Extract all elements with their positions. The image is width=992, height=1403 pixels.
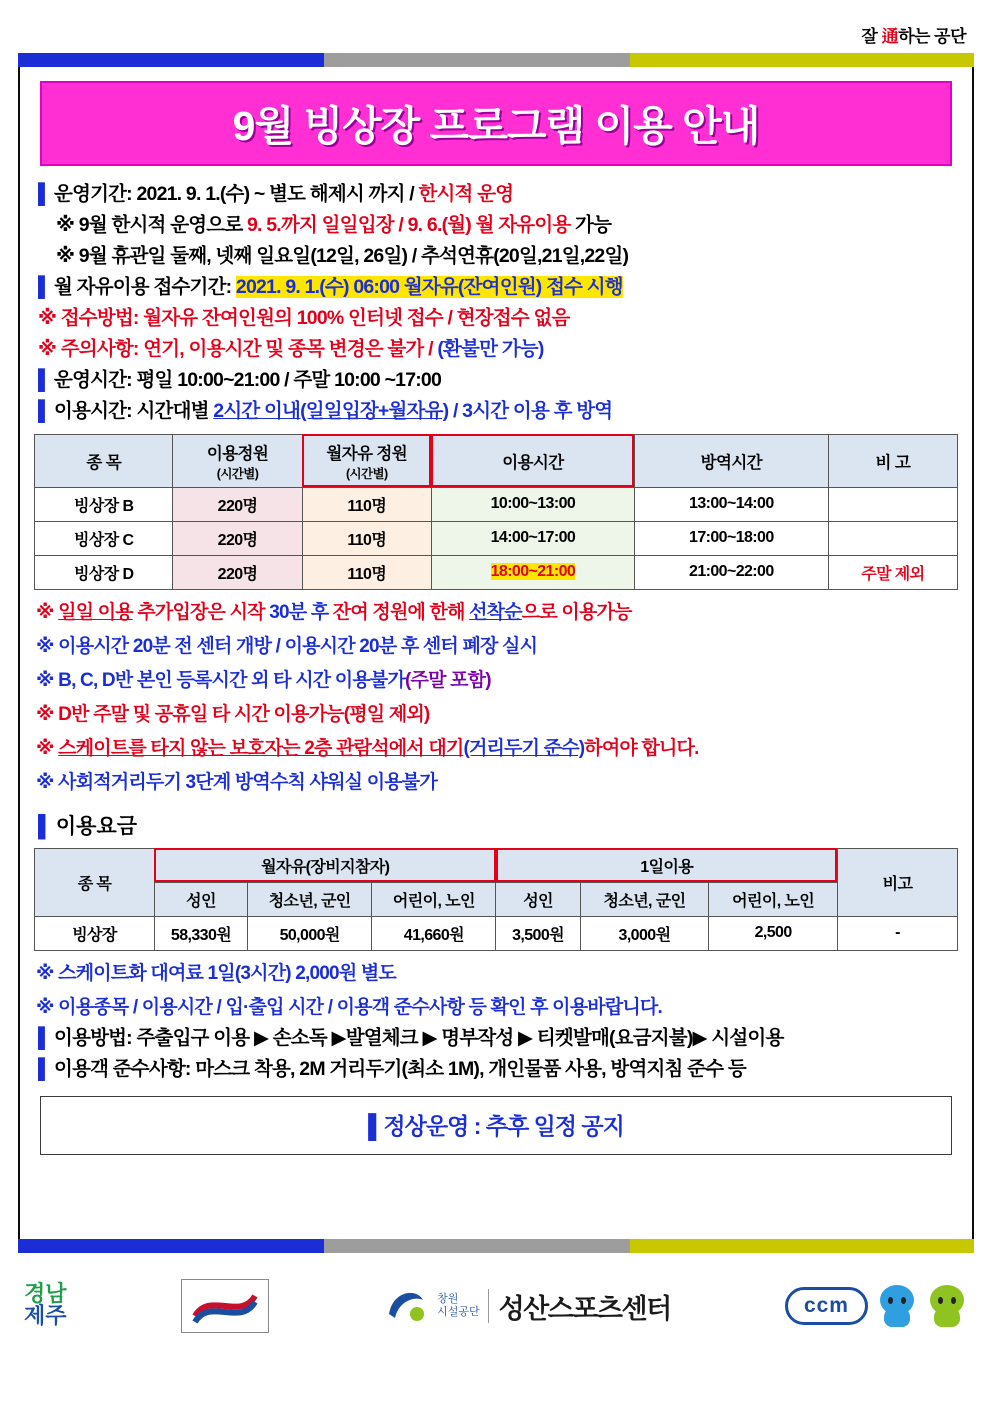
cell-capacity: 220명 xyxy=(173,521,302,555)
bar-gray xyxy=(324,1239,630,1253)
cell-adult-day: 3,500원 xyxy=(496,916,580,950)
bullet-icon: ▌ xyxy=(38,1057,52,1080)
operating-period-line xyxy=(38,182,958,207)
th-youth-day: 청소년, 군인 xyxy=(580,882,709,916)
logo-seongsan-sports-center xyxy=(383,1284,671,1328)
bar-blue xyxy=(18,1239,324,1253)
usage-method-label: 이용방법: xyxy=(54,1026,137,1049)
operating-hours-line xyxy=(38,368,958,393)
cell-category: 빙상장 B xyxy=(35,487,173,521)
caution-line xyxy=(38,337,958,362)
reservation-period-highlight: 2021. 9. 1.(수) 06:00 월자유(잔여인원) 접수 시행 xyxy=(235,275,623,298)
cell-disinfect-time: 17:00~18:00 xyxy=(634,521,828,555)
logo-changwon-line2: 시설공단 xyxy=(437,1306,480,1318)
usage-time-line xyxy=(38,399,958,424)
note-5: ※ 스케이트를 타지 않는 보호자는 2층 관람석에서 대기(거리두기 준수)하여야 합니다. xyxy=(36,737,699,759)
note-4: ※ D반 주말 및 공휴일 타 시간 이용가능(평일 제외) xyxy=(36,703,430,725)
visitor-rules-label: 이용객 준수사항: xyxy=(54,1057,196,1080)
note-3: ※ B, C, D반 본인 등록시간 외 타 시간 이용불가(주말 포함) xyxy=(36,669,491,691)
cell-fee-remark: - xyxy=(837,916,957,950)
fee-heading xyxy=(38,810,958,840)
page-title: 9월 빙상장 프로그램 이용 안내 xyxy=(232,103,760,149)
logo-gyeongnam-line1: 경남 xyxy=(24,1282,67,1307)
mascot-blue xyxy=(876,1283,918,1329)
logo-gyeongnam-line2: 제주 xyxy=(24,1304,67,1329)
cell-free-capacity: 110명 xyxy=(302,487,431,521)
bar-yellow xyxy=(630,53,974,67)
caution-text: ※ 주의사항: 연기, 이용시간 및 종목 변경은 불가 / xyxy=(38,337,438,360)
operating-hours-value: 평일 10:00~21:00 / 주말 10:00 ~17:00 xyxy=(136,368,442,391)
table-row xyxy=(35,521,958,555)
slogan-accent: 通 xyxy=(881,27,899,46)
fee-note-2: ※ 이용종목 / 이용시간 / 입·출입 시간 / 이용객 준수사항 등 확인 후 이용바랍니다. xyxy=(36,996,662,1018)
fee-table xyxy=(34,848,958,951)
reservation-period-label: 월 자유이용 접수기간: xyxy=(54,275,236,298)
cell-free-capacity: 110명 xyxy=(302,555,431,589)
note-6: ※ 사회적거리두기 3단계 방역수칙 샤워실 이용불가 xyxy=(36,771,437,793)
usage-time-label: 이용시간: xyxy=(54,399,137,422)
cell-usage-time: 18:00~21:00 xyxy=(431,555,634,589)
usage-time-a: 시간대별 xyxy=(136,399,214,422)
cell-category: 빙상장 D xyxy=(35,555,173,589)
fee-table-group-row xyxy=(35,848,958,882)
operating-period-value: 2021. 9. 1.(수) ~ 별도 해제시 까지 / xyxy=(136,183,419,205)
note-closed-days xyxy=(56,244,958,269)
slogan-pre: 잘 xyxy=(861,27,882,46)
reservation-method-text: ※ 접수방법: 월자유 잔여인원의 100% 인터넷 접수 / 현장접수 없음 xyxy=(38,306,570,329)
logo-divider xyxy=(488,1289,489,1323)
title-band xyxy=(40,81,952,166)
th-usage-time: 이용시간 xyxy=(431,434,634,487)
caution-refund: (환불만 가능) xyxy=(437,337,544,360)
logo-changwon-line1: 창원 xyxy=(437,1293,459,1306)
cell-usage-time: 10:00~13:00 xyxy=(431,487,634,521)
cell-usage-time: 14:00~17:00 xyxy=(431,521,634,555)
cell-adult-free: 58,330원 xyxy=(154,916,247,950)
mascot-blue-body xyxy=(884,1307,910,1327)
schedule-table xyxy=(34,434,958,590)
bullet-icon: ▌ xyxy=(38,368,52,391)
usage-method-line xyxy=(38,1026,958,1051)
note-september-prefix: ※ 9월 한시적 운영으로 xyxy=(56,213,247,236)
th-capacity: 이용정원 (시간별) xyxy=(173,434,302,487)
fee-table-sub-row xyxy=(35,882,958,916)
th-adult-free: 성인 xyxy=(154,882,247,916)
th-child-day: 어린이, 노인 xyxy=(709,882,838,916)
bottom-color-bar xyxy=(18,1239,974,1253)
top-color-bar xyxy=(18,53,974,67)
logo-gyeongnam xyxy=(24,1284,67,1328)
poster-frame xyxy=(18,67,974,1239)
cell-child-day: 2,500 xyxy=(709,916,838,950)
note-1: ※ 일일 이용 추가입장은 시작 30분 후 잔여 정원에 한해 선착순으로 이용가능 xyxy=(36,601,632,623)
schedule-table-header-row xyxy=(35,434,958,487)
th-youth-free: 청소년, 군인 xyxy=(248,882,372,916)
bar-gray xyxy=(324,53,630,67)
ccm-badge: ccm xyxy=(785,1287,868,1325)
note-closed-days-text: ※ 9월 휴관일 둘째, 넷째 일요일(12일, 26일) / 추석연휴(20일,21일,22일) xyxy=(56,244,629,267)
slogan xyxy=(18,0,974,53)
bullet-icon: ▌ xyxy=(38,1026,52,1049)
th-free-capacity: 월자유 정원 (시간별) xyxy=(302,434,431,487)
visitor-rules-value: 마스크 착용, 2M 거리두기(최소 1M), 개인물품 사용, 방역지침 준수 등 xyxy=(195,1057,746,1080)
bullet-icon: ▌ xyxy=(38,183,52,205)
cell-free-capacity: 110명 xyxy=(302,521,431,555)
note-september xyxy=(56,213,958,238)
usage-time-c: / 3시간 이용 후 방역 xyxy=(448,399,613,422)
th-adult-day: 성인 xyxy=(496,882,580,916)
th-one-day: 1일이용 xyxy=(496,848,837,882)
logo-emblem xyxy=(181,1279,269,1333)
cell-remark xyxy=(828,487,957,521)
note-september-tail: 가능 xyxy=(570,213,612,236)
notice-box-text: ▌정상운영 : 추후 일정 공지 xyxy=(368,1112,624,1139)
table-row xyxy=(35,487,958,521)
reservation-period-line xyxy=(38,275,958,300)
cell-fee-category: 빙상장 xyxy=(35,916,155,950)
bullet-icon: ▌ xyxy=(38,814,53,838)
note-september-red: 9. 5.까지 일일입장 / 9. 6.(월) 월 자유이용 xyxy=(246,213,571,236)
th-category: 종 목 xyxy=(35,434,173,487)
operating-period-emphasis: 한시적 운영 xyxy=(418,183,514,205)
usage-time-b: 2시간 이내(일일입장+월자유) xyxy=(213,399,449,422)
bar-blue xyxy=(18,53,324,67)
mascot-green xyxy=(926,1283,968,1329)
th-remark: 비 고 xyxy=(828,434,957,487)
operating-hours-label: 운영시간: xyxy=(54,368,137,391)
footer-logos xyxy=(18,1267,974,1345)
cell-capacity: 220명 xyxy=(173,555,302,589)
bar-yellow xyxy=(630,1239,974,1253)
logo-ssc-text: 성산스포츠센터 xyxy=(498,1293,671,1324)
reservation-method-line xyxy=(38,306,958,331)
logo-ccm-group xyxy=(785,1283,968,1329)
cell-youth-day: 3,000원 xyxy=(580,916,709,950)
bullet-icon: ▌ xyxy=(38,399,52,422)
cell-youth-free: 50,000원 xyxy=(248,916,372,950)
table-row xyxy=(35,555,958,589)
fee-heading-label: 이용요금 xyxy=(55,814,138,838)
cell-disinfect-time: 21:00~22:00 xyxy=(634,555,828,589)
th-fee-remark: 비고 xyxy=(837,848,957,916)
slogan-post: 하는 공단 xyxy=(898,27,966,46)
th-month-free: 월자유(장비지참자) xyxy=(154,848,496,882)
usage-method-value: 주출입구 이용 ▶ 손소독 ▶발열체크 ▶ 명부작성 ▶ 티켓발매(요금지불)▶ 시설이용 xyxy=(136,1026,784,1049)
changwon-facility-icon xyxy=(383,1284,429,1328)
cell-remark: 주말 제외 xyxy=(828,555,957,589)
cell-disinfect-time: 13:00~14:00 xyxy=(634,487,828,521)
th-fee-category: 종 목 xyxy=(35,848,155,916)
taegeuk-icon xyxy=(190,1286,260,1326)
operating-period-label: 운영기간: xyxy=(54,183,137,205)
cell-child-free: 41,660원 xyxy=(372,916,496,950)
notice-box xyxy=(40,1096,952,1155)
cell-remark xyxy=(828,521,957,555)
cell-category: 빙상장 C xyxy=(35,521,173,555)
table-row xyxy=(35,916,958,950)
mascot-green-body xyxy=(934,1307,960,1327)
th-disinfect-time: 방역시간 xyxy=(634,434,828,487)
note-2: ※ 이용시간 20분 전 센터 개방 / 이용시간 20분 후 센터 폐장 실시 xyxy=(36,635,538,657)
cell-capacity: 220명 xyxy=(173,487,302,521)
th-child-free: 어린이, 노인 xyxy=(372,882,496,916)
fee-note-1: ※ 스케이트화 대여료 1일(3시간) 2,000원 별도 xyxy=(36,962,396,984)
bullet-icon: ▌ xyxy=(38,275,52,298)
visitor-rules-line xyxy=(38,1057,958,1082)
